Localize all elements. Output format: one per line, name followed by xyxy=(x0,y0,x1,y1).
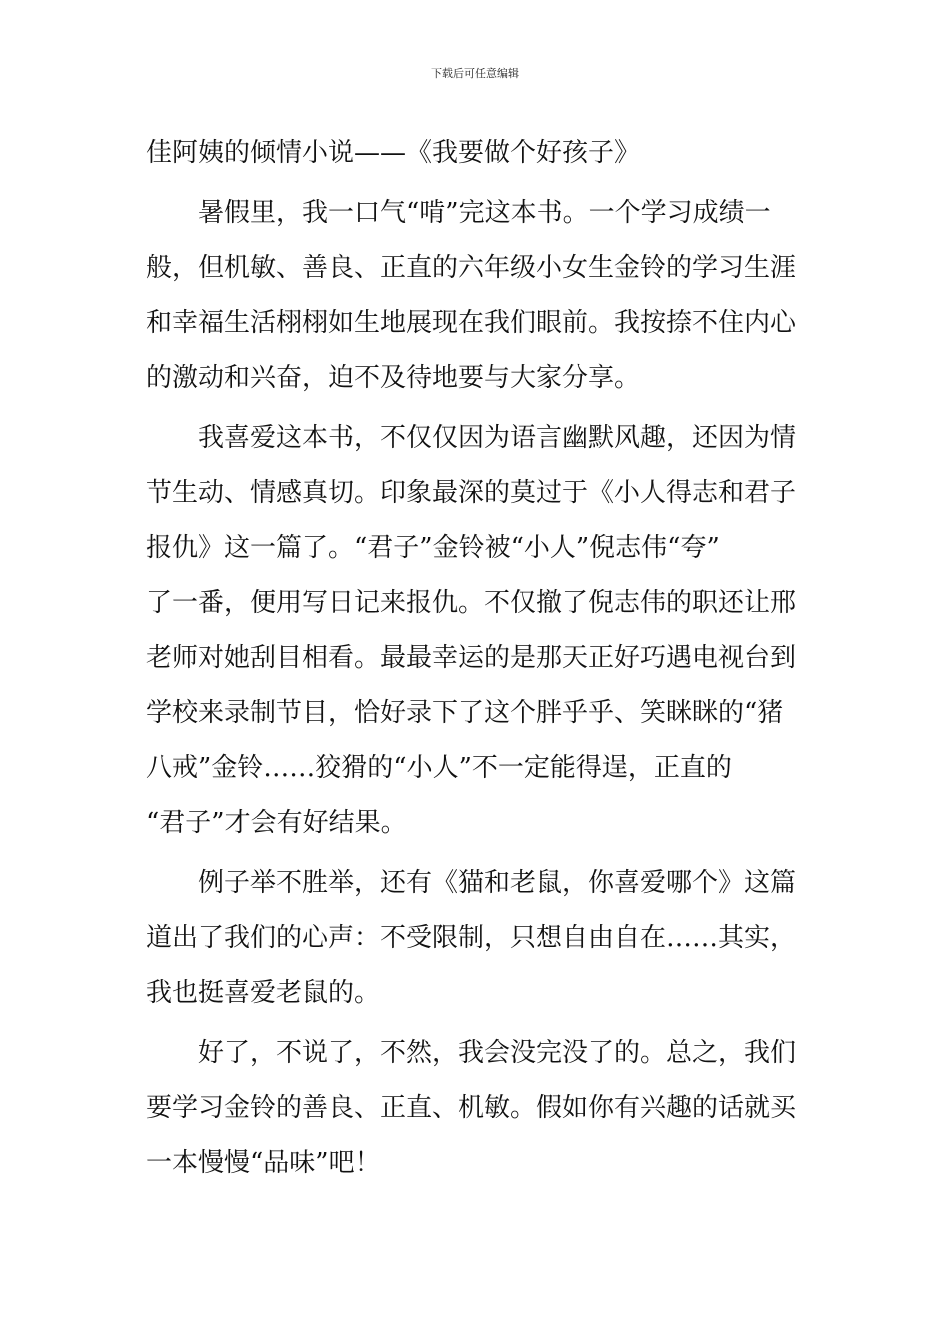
document-title: 佳阿姨的倾情小说——《我要做个好孩子》 xyxy=(146,138,641,168)
paragraph-line: 例子举不胜举，还有《猫和老鼠，你喜爱哪个》这篇 xyxy=(198,868,797,898)
paragraph-line: 好了，不说了，不然，我会没完没了的。总之，我们 xyxy=(198,1038,797,1068)
paragraph-line: 道出了我们的心声：不受限制，只想自由自在……其实， xyxy=(146,923,797,953)
paragraph-line: “君子”才会有好结果。 xyxy=(146,808,407,838)
page-header: 下载后可任意编辑 xyxy=(431,67,519,80)
paragraph-line: 节生动、情感真切。印象最深的莫过于《小人得志和君子 xyxy=(146,478,797,508)
paragraph-line: 我也挺喜爱老鼠的。 xyxy=(146,978,381,1008)
paragraph-1 xyxy=(146,186,806,406)
paragraph-2 xyxy=(146,411,806,851)
paragraph-line: 要学习金铃的善良、正直、机敏。假如你有兴趣的话就买 xyxy=(146,1093,797,1123)
paragraph-line: 和幸福生活栩栩如生地展现在我们眼前。我按捺不住内心 xyxy=(146,308,797,338)
paragraph-line: 老师对她刮目相看。最最幸运的是那天正好巧遇电视台到 xyxy=(146,643,797,673)
paragraph-line: 我喜爱这本书，不仅仅因为语言幽默风趣，还因为情 xyxy=(198,423,797,453)
paragraph-4 xyxy=(146,1026,806,1191)
paragraph-3 xyxy=(146,856,806,1021)
paragraph-line: 一本慢慢“品味”吧！ xyxy=(146,1148,381,1178)
paragraph-line: 了一番，便用写日记来报仇。不仅撤了倪志伟的职还让邢 xyxy=(146,588,797,618)
paragraph-line: 暑假里，我一口气“啃”完这本书。一个学习成绩一 xyxy=(198,198,771,228)
paragraph-line: 学校来录制节目，恰好录下了这个胖乎乎、笑眯眯的“猪 xyxy=(146,698,784,728)
paragraph-line: 的激动和兴奋，迫不及待地要与大家分享。 xyxy=(146,363,641,393)
document-body xyxy=(146,126,806,1191)
paragraph-line: 报仇》这一篇了。“君子”金铃被“小人”倪志伟“夸” xyxy=(146,533,720,563)
paragraph-line: 般，但机敏、善良、正直的六年级小女生金铃的学习生涯 xyxy=(146,253,797,283)
paragraph-line: 八戒”金铃……狡猾的“小人”不一定能得逞，正直的 xyxy=(146,753,732,783)
